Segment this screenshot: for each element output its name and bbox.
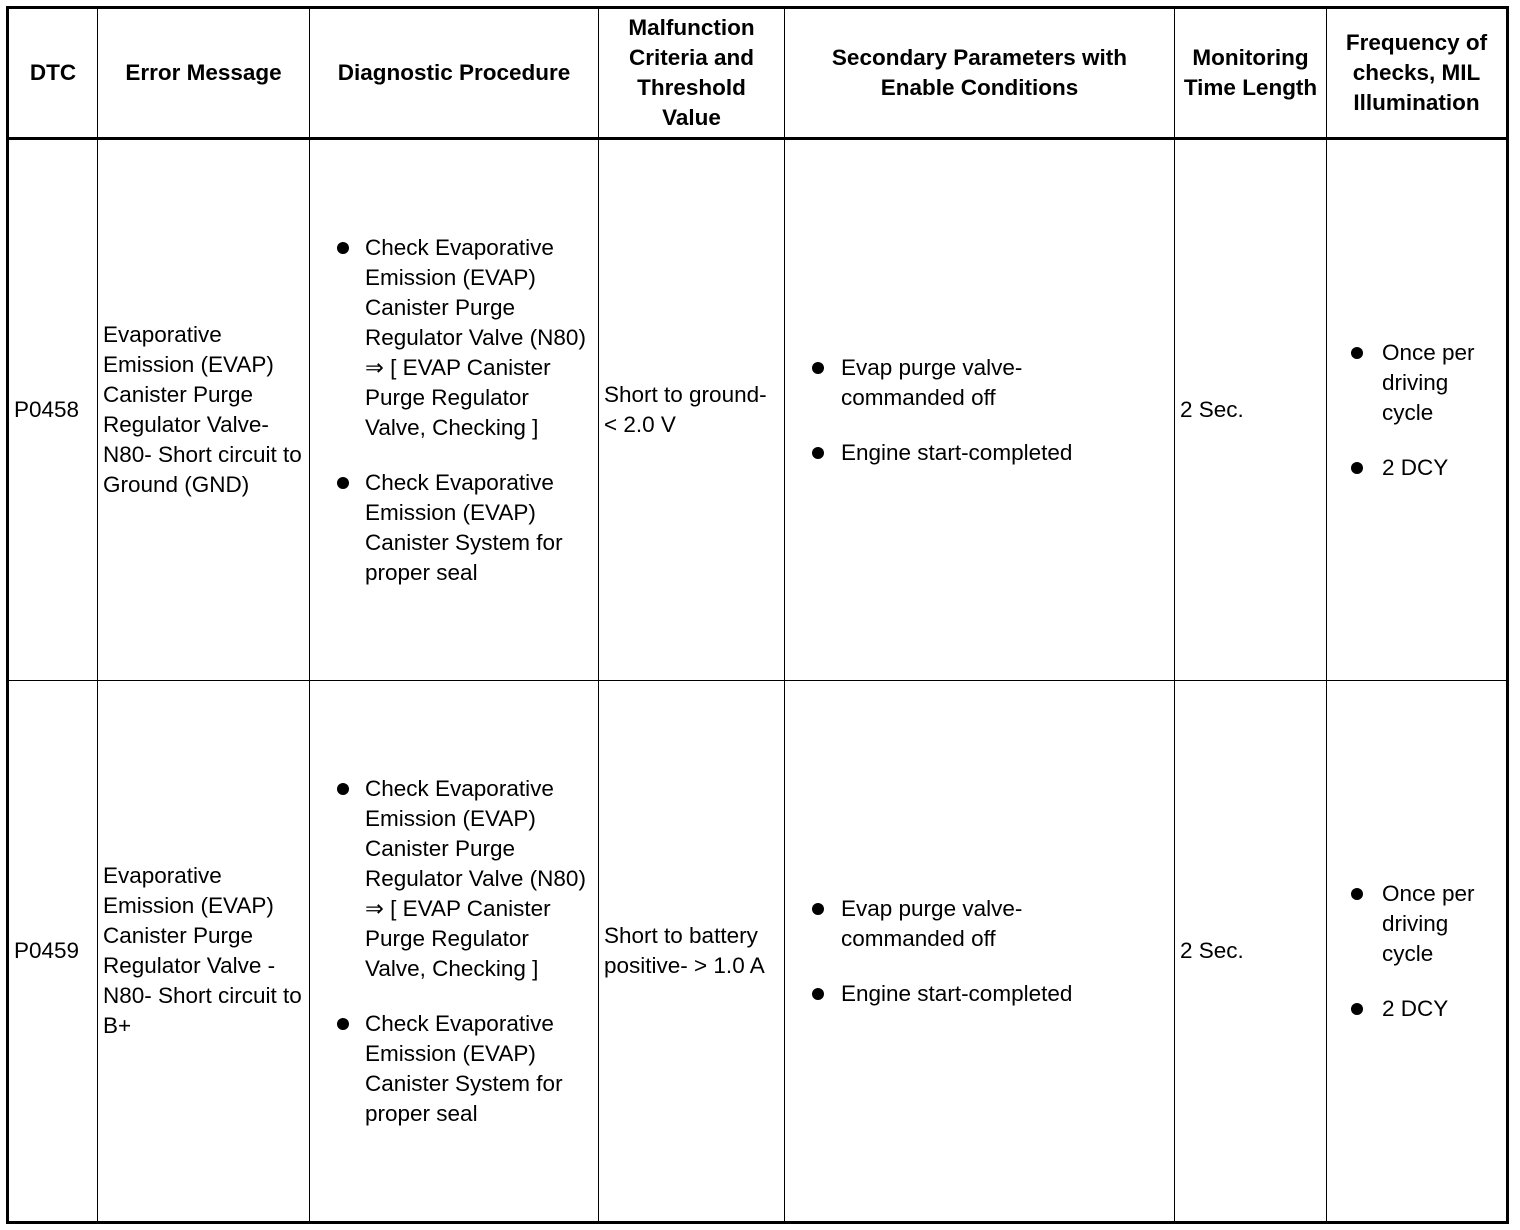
frequency-item-text: 2 DCY xyxy=(1382,995,1449,1021)
frequency-mil xyxy=(1327,681,1508,1223)
procedure-item-text: Check Evaporative Emission (EVAP) Canister System for proper seal xyxy=(365,469,563,585)
secondary-item-text: Evap purge valve-commanded off xyxy=(841,895,1023,951)
bullet-icon xyxy=(812,988,824,1000)
procedure-item xyxy=(315,468,593,588)
procedure-item xyxy=(315,233,593,443)
header-malfunction-criteria: Malfunction Criteria and Threshold Value xyxy=(599,8,785,139)
header-monitoring-time: Monitoring Time Length xyxy=(1175,8,1327,139)
secondary-item xyxy=(790,979,1169,1009)
bullet-icon xyxy=(337,242,349,254)
dtc-code: P0459 xyxy=(8,681,98,1223)
bullet-icon xyxy=(1351,1003,1363,1015)
monitoring-time: 2 Sec. xyxy=(1175,139,1327,681)
procedure-item-text: Check Evaporative Emission (EVAP) Canister Purge Regulator Valve (N80) ⇒ [ EVAP Canister Purge Regulator Valve, Checking ] xyxy=(365,775,586,981)
bullet-icon xyxy=(337,1018,349,1030)
header-diagnostic-procedure: Diagnostic Procedure xyxy=(310,8,599,139)
dtc-code: P0458 xyxy=(8,139,98,681)
diagnostic-procedure xyxy=(310,139,599,681)
secondary-item-text: Engine start-completed xyxy=(841,439,1073,465)
frequency-item-text: Once per driving cycle xyxy=(1382,880,1475,966)
table-header xyxy=(8,8,1508,139)
frequency-item-text: Once per driving cycle xyxy=(1382,339,1475,425)
error-message: Evaporative Emission (EVAP) Canister Purge Regulator Valve - N80- Short circuit to B+ xyxy=(98,681,310,1223)
frequency-item xyxy=(1332,338,1501,428)
secondary-item xyxy=(790,894,1169,954)
header-frequency-mil: Frequency of checks, MIL Illumination xyxy=(1327,8,1508,139)
malfunction-criteria: Short to battery positive- > 1.0 A xyxy=(599,681,785,1223)
bullet-icon xyxy=(1351,888,1363,900)
procedure-item-text: Check Evaporative Emission (EVAP) Canister Purge Regulator Valve (N80) ⇒ [ EVAP Canister Purge Regulator Valve, Checking ] xyxy=(365,234,586,440)
malfunction-criteria: Short to ground- < 2.0 V xyxy=(599,139,785,681)
header-dtc: DTC xyxy=(8,8,98,139)
frequency-item-text: 2 DCY xyxy=(1382,454,1449,480)
secondary-item xyxy=(790,438,1169,468)
secondary-item-text: Evap purge valve-commanded off xyxy=(841,354,1023,410)
header-error-message: Error Message xyxy=(98,8,310,139)
table-row xyxy=(8,681,1508,1223)
frequency-item xyxy=(1332,453,1501,483)
diagnostic-procedure xyxy=(310,681,599,1223)
bullet-icon xyxy=(1351,462,1363,474)
bullet-icon xyxy=(1351,347,1363,359)
procedure-item xyxy=(315,774,593,984)
dtc-table-container xyxy=(6,6,1506,1222)
dtc-table xyxy=(6,6,1509,1224)
frequency-item xyxy=(1332,994,1501,1024)
bullet-icon xyxy=(812,362,824,374)
bullet-icon xyxy=(812,903,824,915)
procedure-item-text: Check Evaporative Emission (EVAP) Canister System for proper seal xyxy=(365,1010,563,1126)
bullet-icon xyxy=(812,447,824,459)
monitoring-time: 2 Sec. xyxy=(1175,681,1327,1223)
secondary-item xyxy=(790,353,1169,413)
header-secondary-parameters: Secondary Parameters with Enable Conditions xyxy=(785,8,1175,139)
secondary-parameters xyxy=(785,139,1175,681)
bullet-icon xyxy=(337,477,349,489)
table-row xyxy=(8,139,1508,681)
header-row xyxy=(8,8,1508,139)
secondary-parameters xyxy=(785,681,1175,1223)
frequency-mil xyxy=(1327,139,1508,681)
error-message: Evaporative Emission (EVAP) Canister Purge Regulator Valve- N80- Short circuit to Ground (GND) xyxy=(98,139,310,681)
bullet-icon xyxy=(337,783,349,795)
procedure-item xyxy=(315,1009,593,1129)
secondary-item-text: Engine start-completed xyxy=(841,980,1073,1006)
frequency-item xyxy=(1332,879,1501,969)
